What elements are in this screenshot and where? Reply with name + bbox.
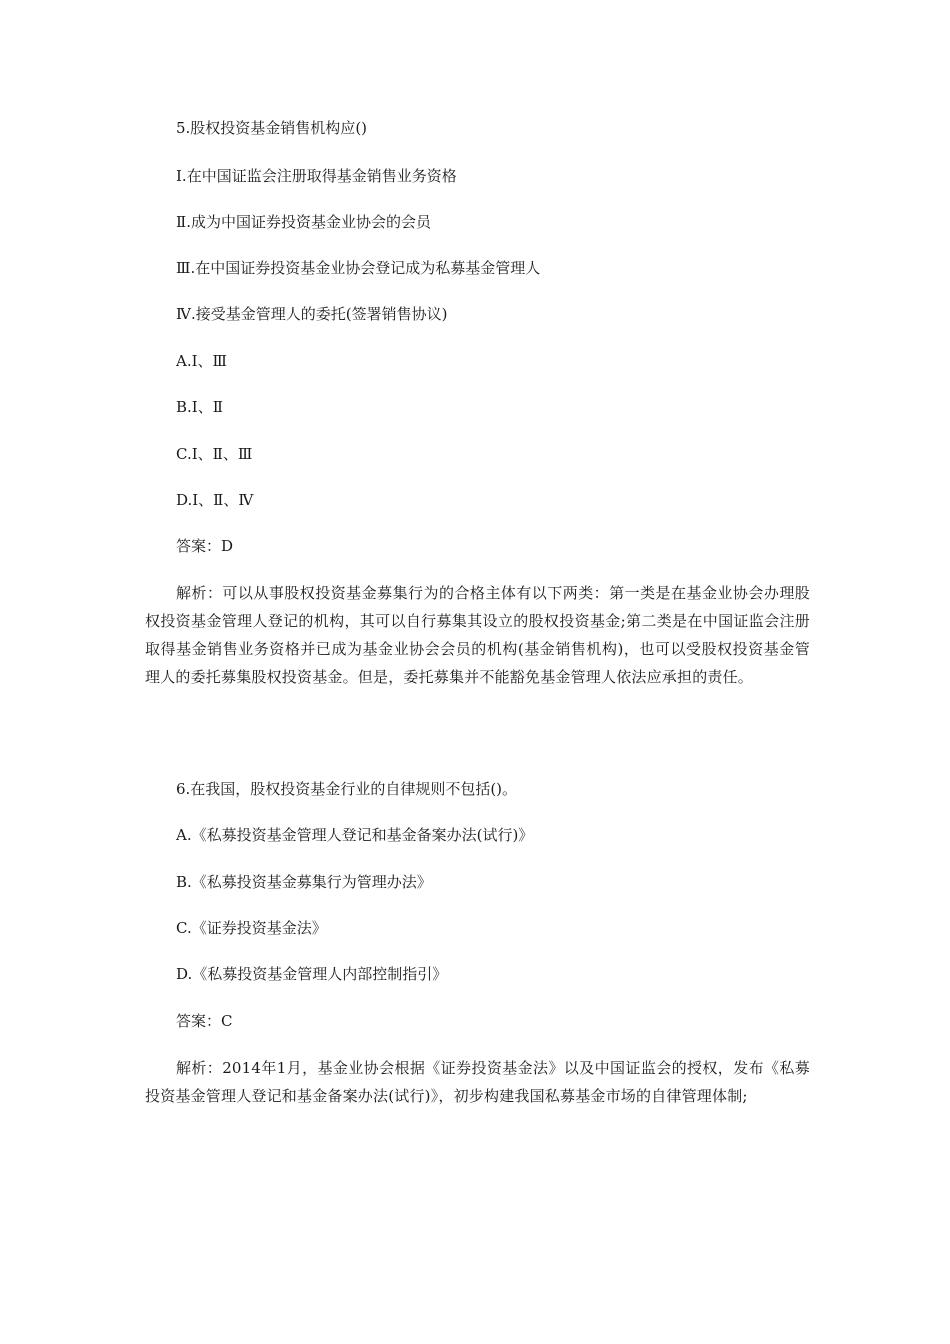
q6-option-a: A.《私募投资基金管理人登记和基金备案办法(试行)》 — [176, 826, 534, 844]
q5-option-a: A.Ⅰ、Ⅲ — [176, 352, 227, 370]
q6-option-c: C.《证券投资基金法》 — [176, 919, 327, 937]
q6-question: 6.在我国，股权投资基金行业的自律规则不包括()。 — [176, 780, 518, 798]
q5-option-d: D.Ⅰ、Ⅱ、Ⅳ — [176, 491, 254, 509]
q5-option-c: C.Ⅰ、Ⅱ、Ⅲ — [176, 445, 253, 463]
q5-statement-1: Ⅰ.在中国证监会注册取得基金销售业务资格 — [176, 167, 457, 185]
q5-question: 5.股权投资基金销售机构应() — [176, 119, 368, 137]
q6-answer: 答案：C — [176, 1012, 233, 1030]
q5-analysis: 解析：可以从事股权投资基金募集行为的合格主体有以下两类：第一类是在基金业协会办理股权投资基金管理人登记的机构，其可以自行募集其设立的股权投资基金;第二类是在中国证监会注册取得基金销售业务资格并已成为基金业协会会员的机构(基金销售机构)，也可以受股权投资基金管理人的委托募集股权投资基金。但是，委托募集并不能豁免基金管理人依法应承担的责任。 — [145, 584, 810, 686]
q5-statement-4: Ⅳ.接受基金管理人的委托(签署销售协议) — [176, 305, 448, 323]
q6-option-b: B.《私募投资基金募集行为管理办法》 — [176, 873, 432, 891]
q6-option-d: D.《私募投资基金管理人内部控制指引》 — [176, 965, 448, 983]
q5-answer: 答案：D — [176, 537, 234, 555]
q5-option-b: B.Ⅰ、Ⅱ — [176, 398, 223, 416]
q5-statement-3: Ⅲ.在中国证券投资基金业协会登记成为私募基金管理人 — [176, 259, 541, 277]
q5-statement-2: Ⅱ.成为中国证券投资基金业协会的会员 — [176, 213, 431, 231]
q6-analysis: 解析：2014年1月，基金业协会根据《证券投资基金法》以及中国证监会的授权，发布《私募投资基金管理人登记和基金备案办法(试行)》，初步构建我国私募基金市场的自律管理体制; — [145, 1059, 810, 1105]
